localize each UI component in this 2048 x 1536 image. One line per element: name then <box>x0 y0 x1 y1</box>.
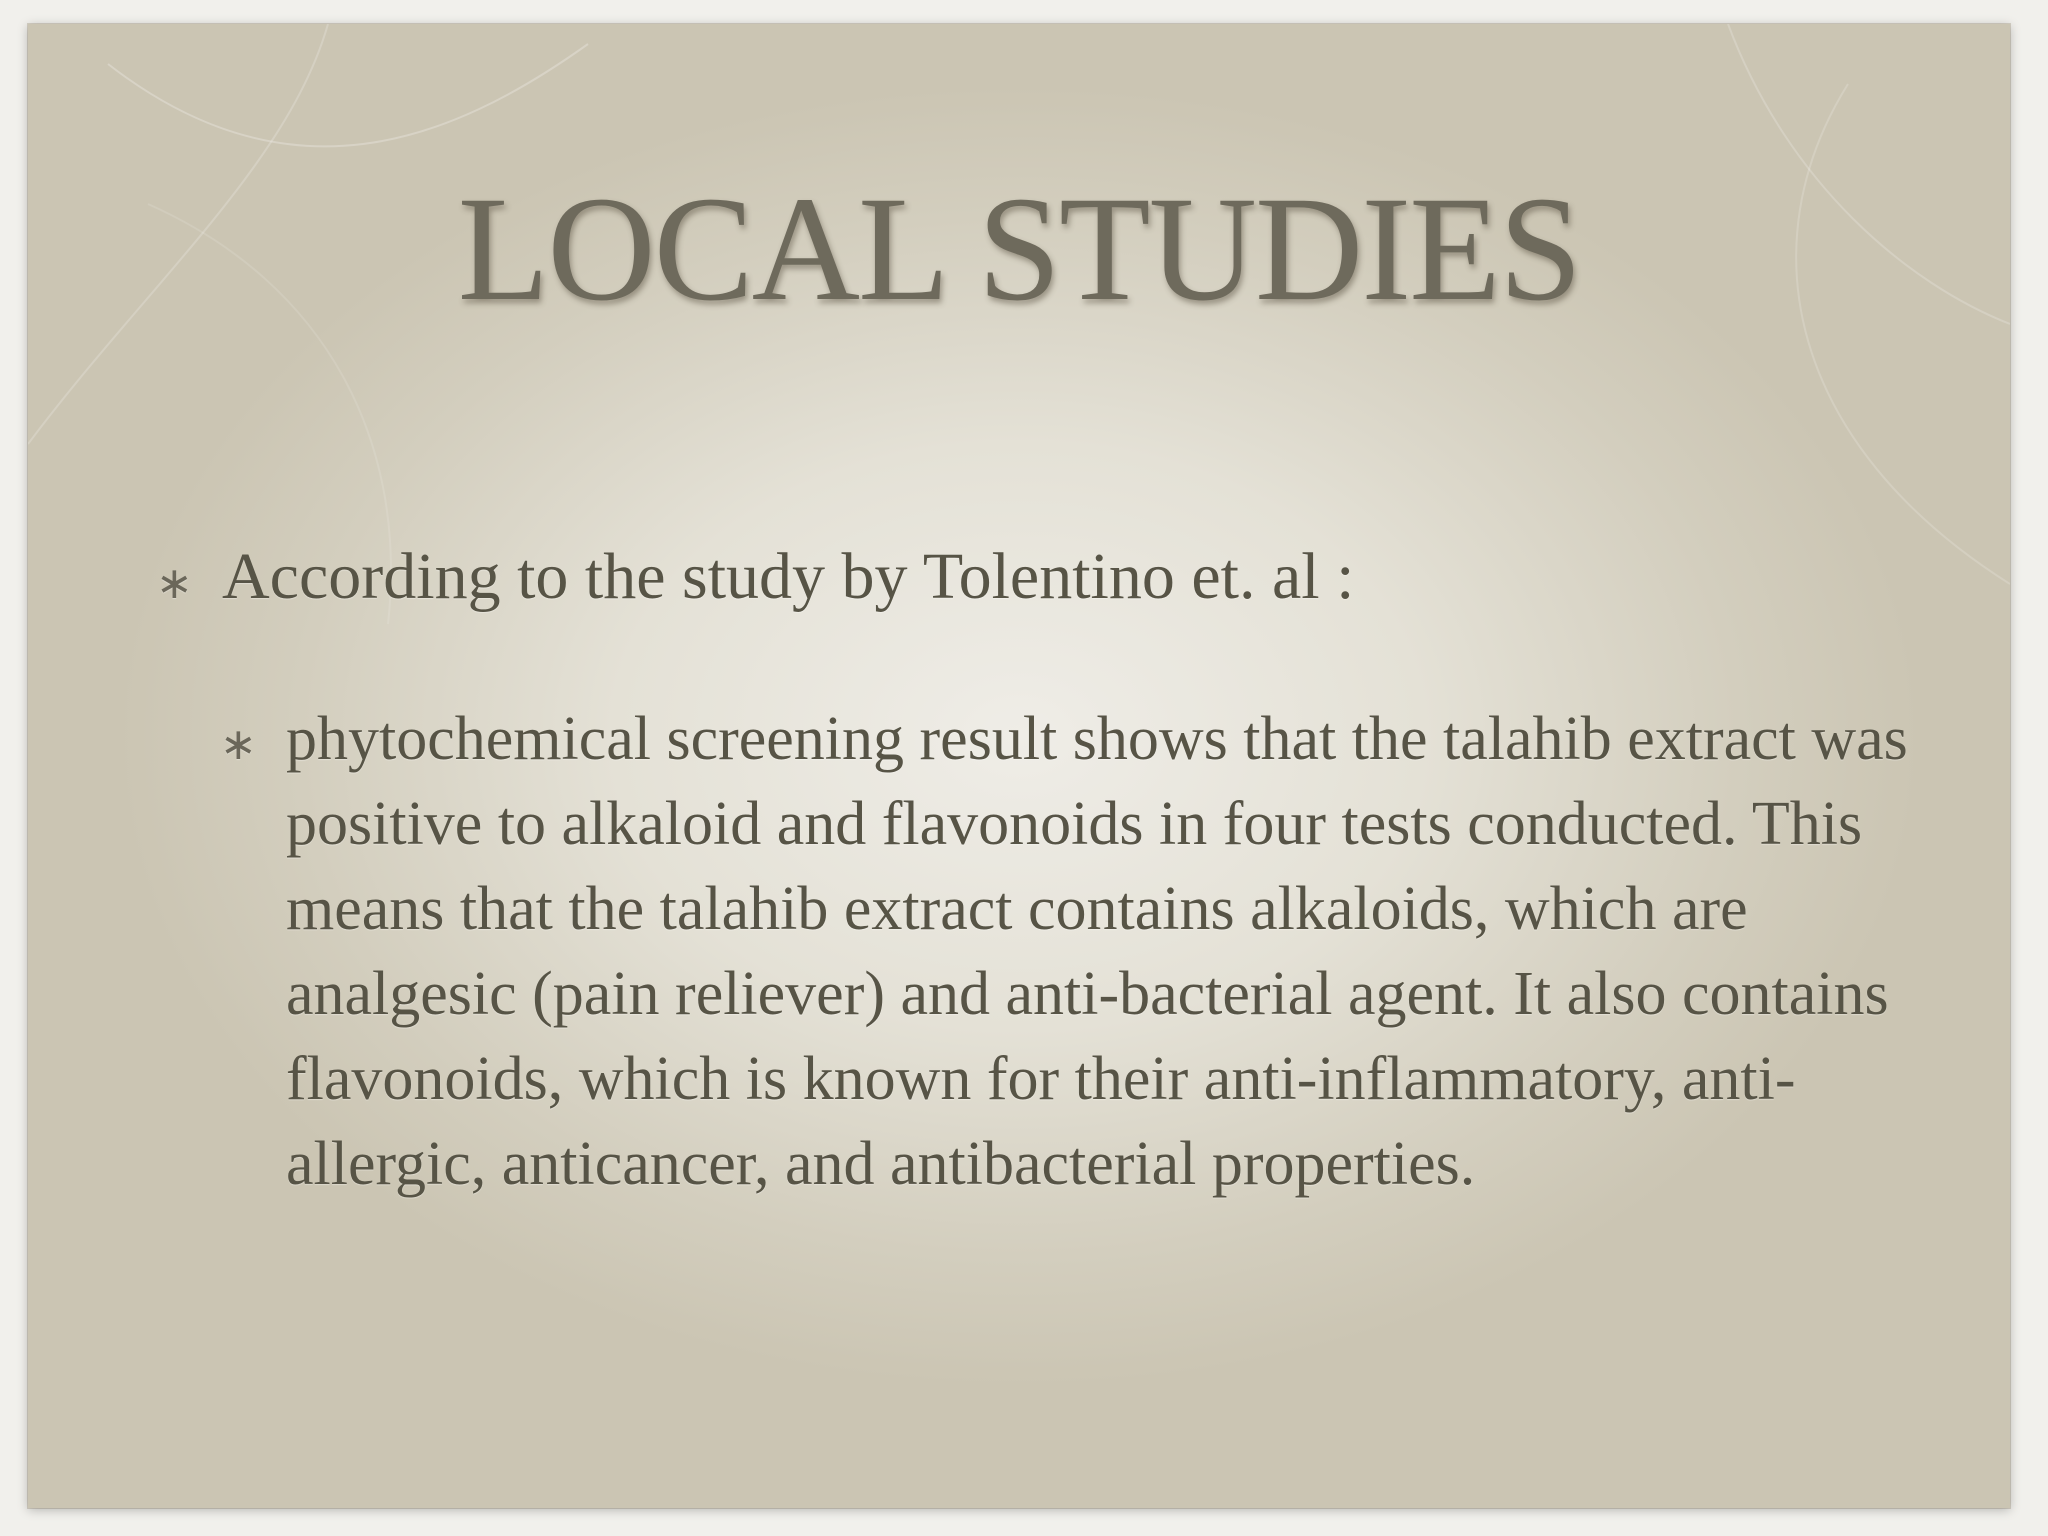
sub-bullet-asterisk-icon: ∗ <box>220 719 257 770</box>
paper-background <box>28 24 2010 1508</box>
bullet-asterisk-icon: ∗ <box>156 558 193 609</box>
slide-title: LOCAL STUDIES <box>457 166 1581 332</box>
bullet-text: According to the study by Tolentino et. al : <box>222 540 1355 613</box>
sub-bullet-item <box>220 697 1940 1207</box>
sub-bullet-text: phytochemical screening result shows that the talahib extract was positive to alkaloid and flavonoids in four tests conducted. This means that the talahib extract contains alkaloids, which are analgesic (pain reliever) and anti-bacterial agent. It also contains flavonoids, which is known for their anti-inflammatory, anti-allergic, anticancer, and antibacterial properties. <box>286 705 1908 1198</box>
bullet-item <box>156 534 1956 619</box>
